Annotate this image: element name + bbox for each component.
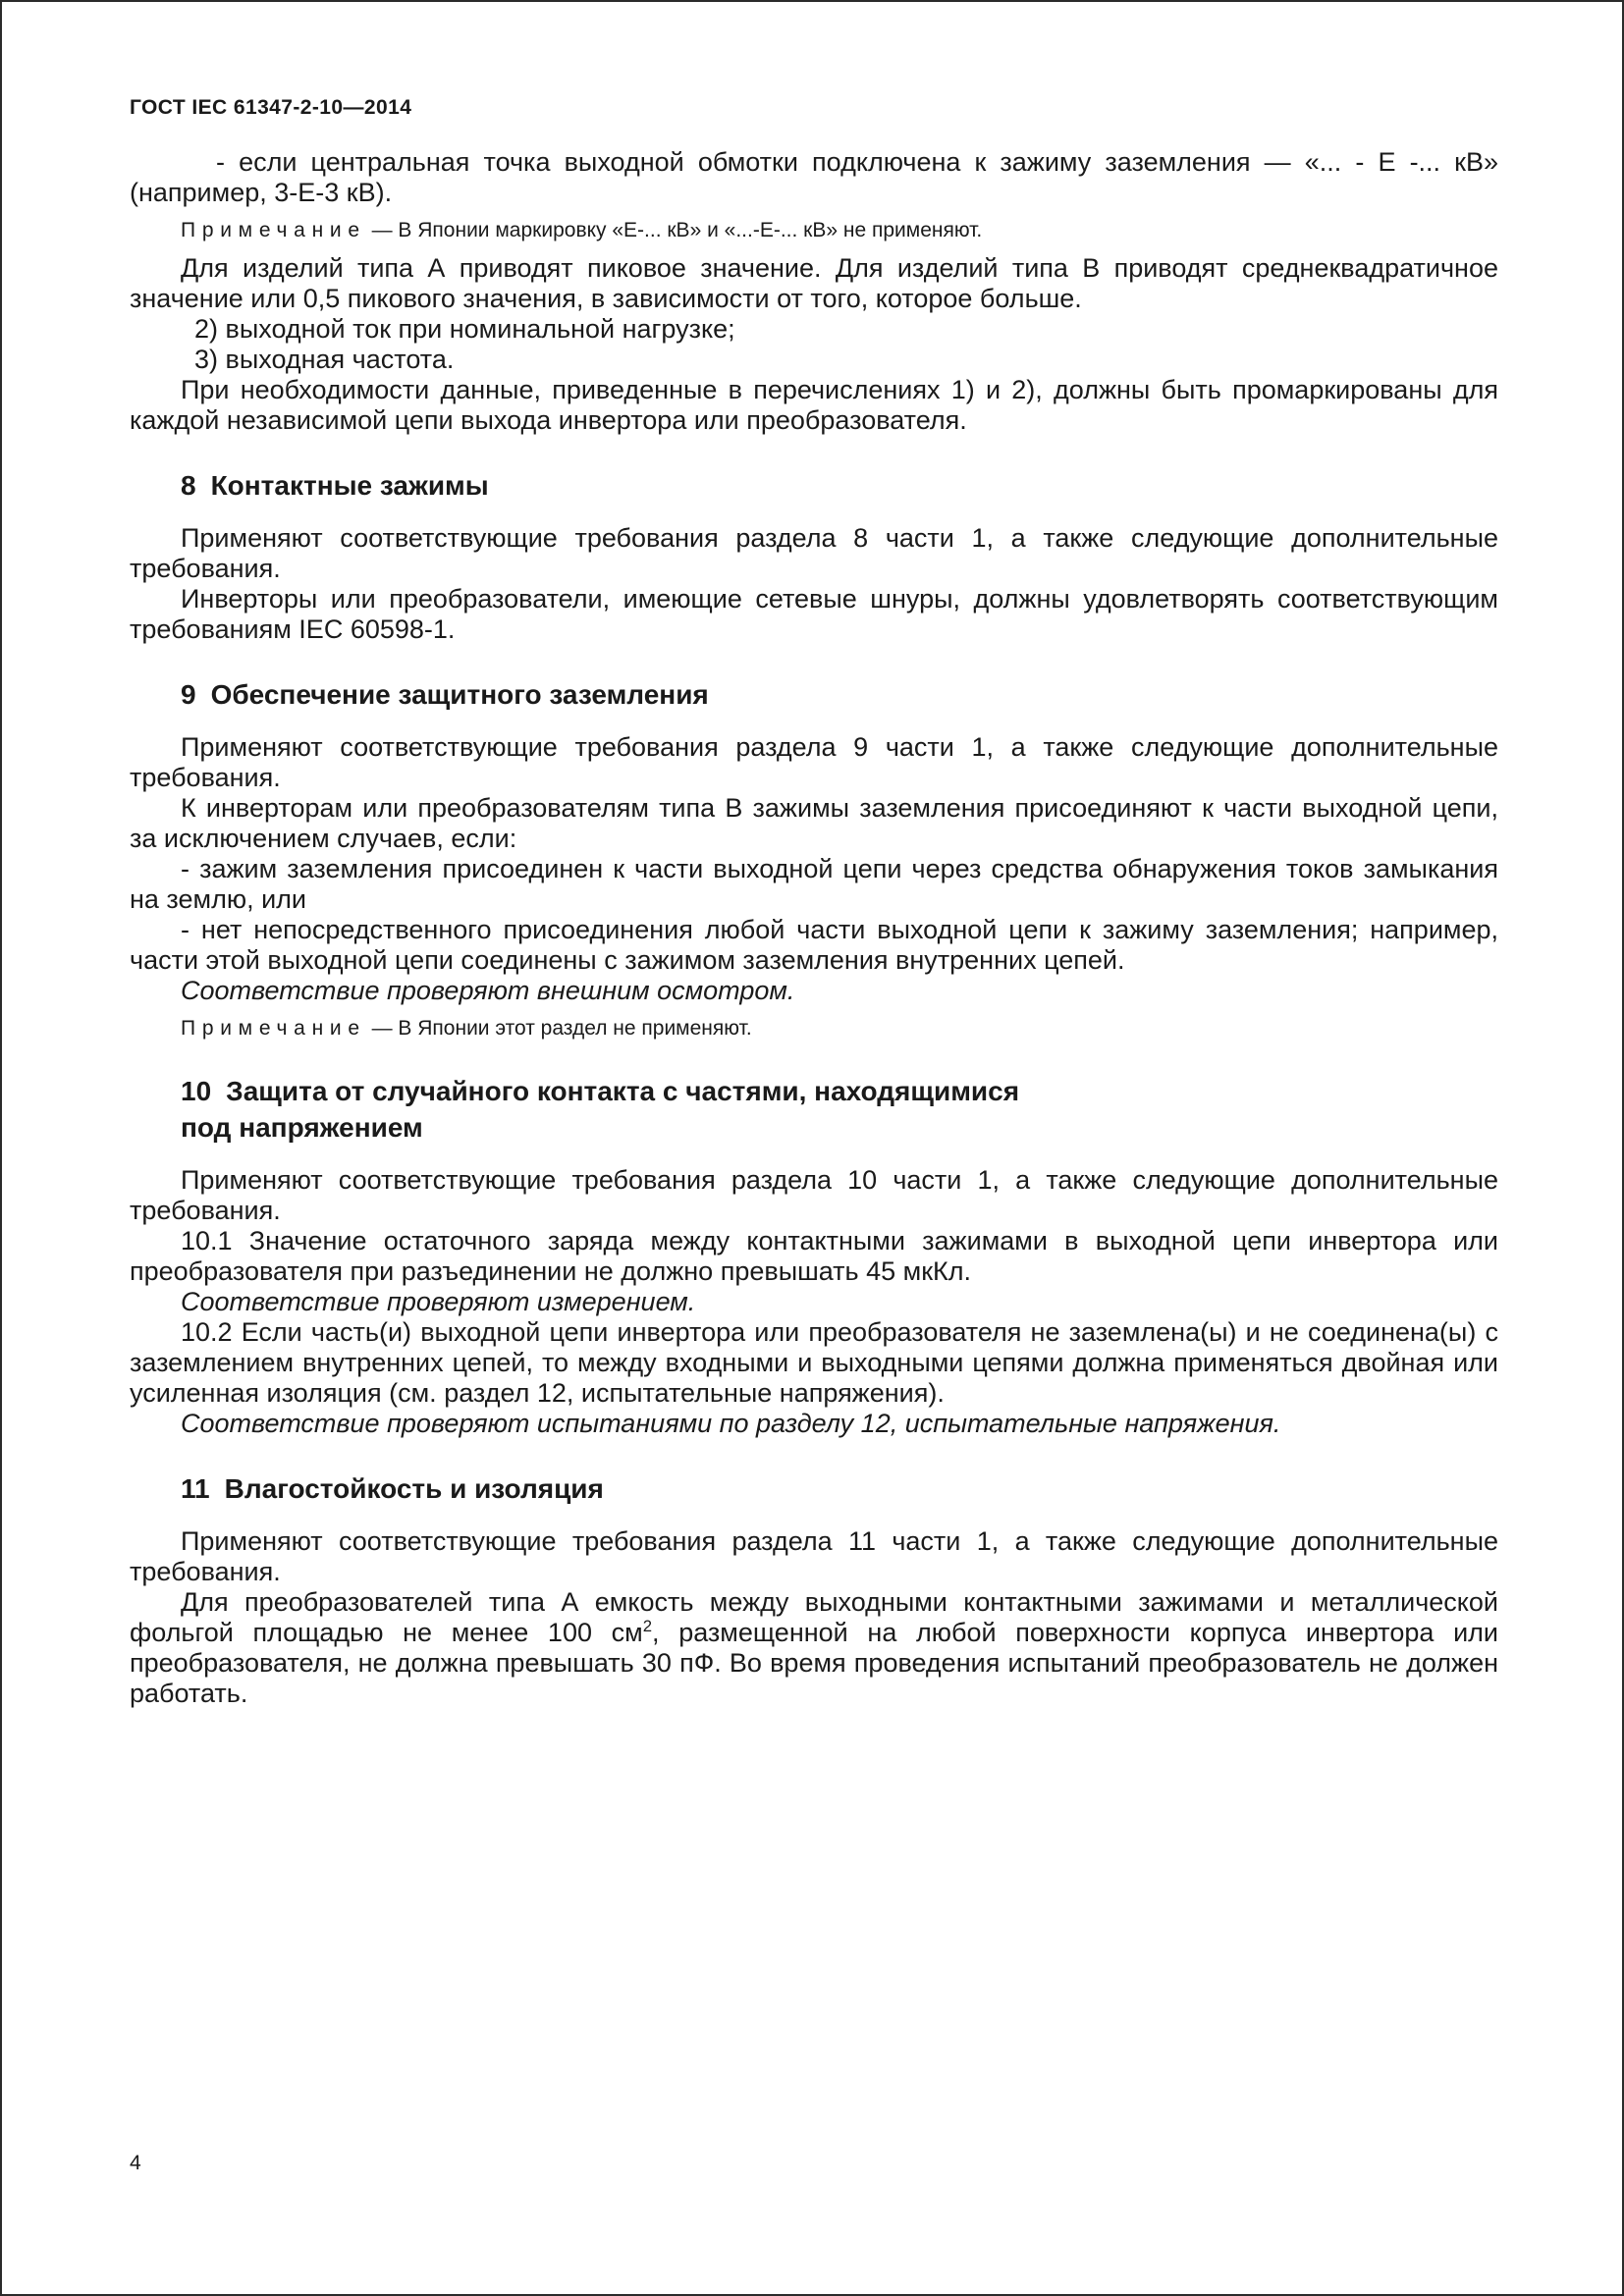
note-label: Примечание xyxy=(181,1017,366,1040)
section-heading: 9 Обеспечение защитного заземления xyxy=(181,679,709,710)
note-paragraph: Примечание — В Японии этот раздел не применяют. xyxy=(181,1017,752,1040)
paragraph: Для преобразователей типа А емкость между выходными контактными зажимами и металлической фольгой площадью не менее 100 $см^2$, размещенной на любой поверхности корпуса инвертора или преобразователя, не должна превышать 30 пФ. Во время проведения испытаний преобразователь не должен работать. xyxy=(130,1587,1499,1708)
paragraph: - если центральная точка выходной обмотки подключена к зажиму заземления — «... - Е -... кВ» (например, 3-Е-3 кВ). xyxy=(130,147,1498,207)
section-number: 11 xyxy=(181,1473,210,1504)
page-number: 4 xyxy=(130,2152,141,2174)
paragraph: Применяют соответствующие требования раздела 8 части 1, а также следующие дополнительные требования. xyxy=(130,523,1498,583)
list-item: 3) выходная частота. xyxy=(194,345,455,374)
compliance-statement: Соответствие проверяют измерением. xyxy=(181,1287,696,1316)
document-header: ГОСТ IEC 61347-2-10—2014 xyxy=(130,96,412,119)
compliance-statement: Соответствие проверяют испытаниями по разделу 12, испытательные напряжения. xyxy=(181,1409,1281,1438)
paragraph: Применяют соответствующие требования раздела 10 части 1, а также следующие дополнительные требования. xyxy=(130,1165,1498,1225)
section-heading: 8 Контактные зажимы xyxy=(181,470,489,501)
paragraph: - нет непосредственного присоединения любой части выходной цепи к зажиму заземления; например, части этой выходной цепи соединены с зажимом заземления внутренних цепей. xyxy=(130,915,1498,975)
section-heading: 11 Влагостойкость и изоляция xyxy=(181,1473,604,1504)
paragraph: Применяют соответствующие требования раздела 9 части 1, а также следующие дополнительные требования. xyxy=(130,732,1498,792)
list-item: 2) выходной ток при номинальной нагрузке; xyxy=(194,314,735,344)
superscript: 2 xyxy=(642,1617,653,1635)
paragraph: Инверторы или преобразователи, имеющие сетевые шнуры, должны удовлетворять соответствующим требованиям IEC 60598-1. xyxy=(130,584,1498,644)
section-heading: 10 Защита от случайного контакта с частями, находящимися под напряжением xyxy=(181,1076,1020,1143)
note-paragraph: Примечание — В Японии маркировку «Е-... кВ» и «...-Е-... кВ» не применяют. xyxy=(181,219,983,241)
section-number: 8 xyxy=(181,470,196,501)
compliance-statement: Соответствие проверяют внешним осмотром. xyxy=(181,976,795,1005)
paragraph: Применяют соответствующие требования раздела 11 части 1, а также следующие дополнительные требования. xyxy=(130,1526,1498,1586)
document-content xyxy=(130,147,1498,1709)
note-label: Примечание xyxy=(181,219,366,241)
paragraph: 10.1 Значение остаточного заряда между контактными зажимами в выходной цепи инвертора или преобразователя при разъединении не должно превышать 45 мкКл. xyxy=(130,1226,1498,1286)
paragraph: При необходимости данные, приведенные в перечислениях 1) и 2), должны быть промаркированы для каждой независимой цепи выхода инвертора или преобразователя. xyxy=(130,375,1498,435)
section-number: 10 xyxy=(181,1076,212,1106)
paragraph: Для изделий типа А приводят пиковое значение. Для изделий типа В приводят среднеквадратичное значение или 0,5 пикового значения, в зависимости от того, которое больше. xyxy=(130,253,1498,313)
paragraph: - зажим заземления присоединен к части выходной цепи через средства обнаружения токов замыкания на землю, или xyxy=(130,854,1498,914)
paragraph: 10.2 Если часть(и) выходной цепи инвертора или преобразователя не заземлена(ы) и не соединена(ы) с заземлением внутренних цепей, то между входными и выходными цепями должна применяться двойная или усиленная изоляция (см. раздел 12, испытательные напряжения). xyxy=(130,1317,1498,1408)
section-number: 9 xyxy=(181,679,196,710)
paragraph: К инверторам или преобразователям типа В зажимы заземления присоединяют к части выходной цепи, за исключением случаев, если: xyxy=(130,793,1498,853)
